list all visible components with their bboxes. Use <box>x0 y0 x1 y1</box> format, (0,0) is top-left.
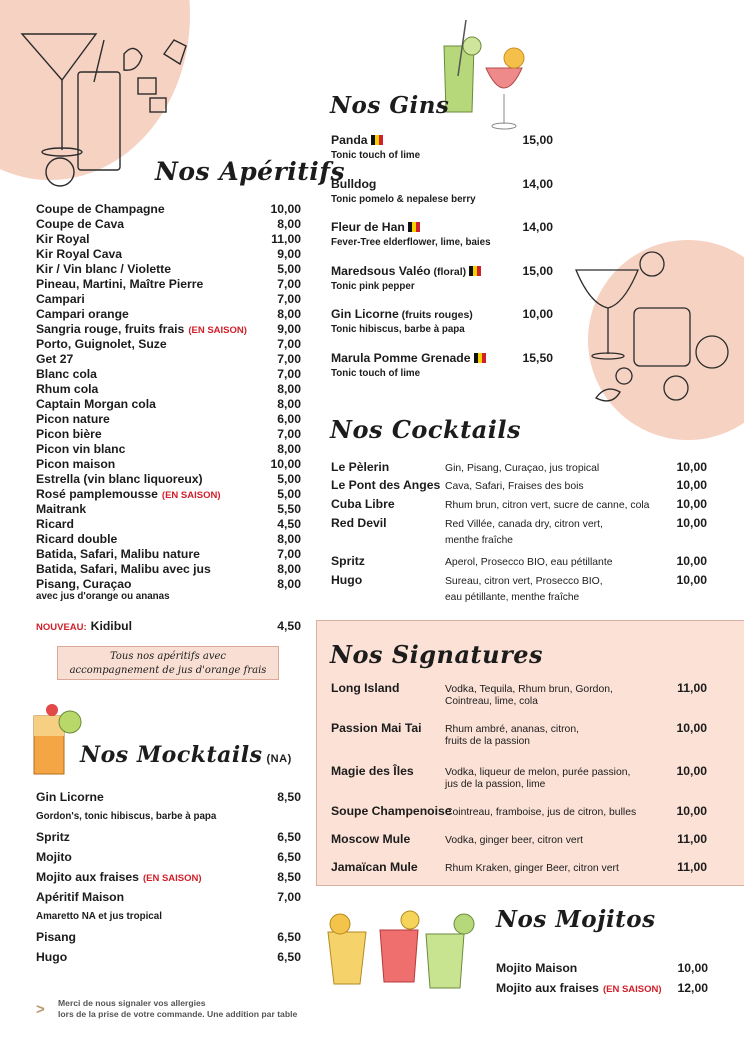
aperitif-name: Ricard double <box>36 532 118 546</box>
gin-name: Maredsous Valéo (floral) <box>331 264 523 278</box>
mocktail-price: 8,50 <box>277 870 301 884</box>
gins-title: Nos Gins <box>330 92 450 119</box>
mocktail-row <box>36 950 301 964</box>
belgium-flag-icon <box>371 135 383 145</box>
aperitif-name: Coupe de Champagne <box>36 202 165 216</box>
mocktail-price: 6,50 <box>277 830 301 844</box>
aperitif-price: 5,00 <box>277 487 301 501</box>
mocktail-row <box>36 870 301 884</box>
cocktail-description-2: eau pétillante, menthe fraîche <box>445 592 580 603</box>
gin-description: Tonic pink pepper <box>331 280 415 292</box>
aperitif-name: Picon bière <box>36 427 102 441</box>
cocktail-row <box>331 554 707 568</box>
signatures-title: Nos Signatures <box>330 640 544 669</box>
gin-price: 15,00 <box>522 263 553 278</box>
gin-price: 10,00 <box>522 307 553 321</box>
aperitif-price: 11,00 <box>271 232 301 246</box>
gin-name: Fleur de Han <box>331 220 523 234</box>
aperitif-price: 10,00 <box>270 457 301 471</box>
aperitif-price: 7,00 <box>277 547 301 561</box>
aperitif-row <box>36 337 301 351</box>
gin-row <box>331 177 553 191</box>
signature-name: Magie des Îles <box>331 764 414 778</box>
aperitif-row <box>36 307 301 321</box>
belgium-flag-icon <box>469 266 481 276</box>
signature-name: Long Island <box>331 681 400 695</box>
cocktail-price: 10,00 <box>676 460 707 474</box>
aperitif-name: Blanc cola <box>36 367 97 381</box>
mocktail-subtext: Gordon's, tonic hibiscus, barbe à papa <box>36 811 217 822</box>
aperitifs-note <box>57 646 279 680</box>
gin-price: 15,50 <box>522 350 553 365</box>
signature-row <box>331 764 707 778</box>
aperitif-row <box>36 487 301 501</box>
aperitif-name: Pisang, Curaçao <box>36 577 132 591</box>
footer-line-2: lors de la prise de votre commande. Une addition par table <box>58 1009 298 1019</box>
mocktail-price: 7,00 <box>277 890 301 904</box>
mocktail-price: 6,50 <box>277 930 301 944</box>
signature-description: Vodka, ginger beer, citron vert <box>445 835 584 846</box>
cocktail-description: Sureau, citron vert, Prosecco BIO, <box>445 576 603 587</box>
aperitif-price: 8,00 <box>277 577 301 591</box>
mojitos-title: Nos Mojitos <box>496 906 656 933</box>
signature-row <box>331 681 707 695</box>
season-badge: (EN SAISON) <box>188 325 247 336</box>
mocktail-row <box>36 790 301 804</box>
mocktail-price: 6,50 <box>277 850 301 864</box>
season-badge: (EN SAISON) <box>161 490 221 501</box>
aperitif-price: 4,50 <box>277 517 301 531</box>
gin-row <box>331 133 553 147</box>
aperitif-name: Maitrank <box>36 502 87 516</box>
aperitif-row <box>36 457 301 471</box>
aperitif-name: Kir Royal <box>36 232 90 246</box>
mocktail-price: 6,50 <box>277 950 301 964</box>
aperitif-row <box>36 277 301 291</box>
cocktail-name: Red Devil <box>331 516 387 530</box>
mocktail-name: Mojito aux fraises (EN SAISON) <box>36 870 202 884</box>
aperitif-name: Porto, Guignolet, Suze <box>36 337 167 351</box>
cocktail-name: Cuba Libre <box>331 497 395 511</box>
gin-name: Marula Pomme Grenade <box>331 351 523 365</box>
season-badge: (EN SAISON) <box>602 984 662 995</box>
aperitif-name: Sangria rouge, fruits frais (EN SAISON) <box>36 322 247 336</box>
footer-line-1: Merci de nous signaler vos allergies <box>58 998 206 1008</box>
aperitif-row <box>36 397 301 411</box>
signature-description: Rhum ambré, ananas, citron, <box>445 724 579 735</box>
aperitif-price: 7,00 <box>277 337 301 351</box>
signature-price: 10,00 <box>676 804 707 818</box>
mocktail-subtext: Amaretto NA et jus tropical <box>36 911 162 922</box>
aperitif-price: 10,00 <box>270 202 301 216</box>
aperitif-row <box>36 517 301 531</box>
aperitif-price: 8,00 <box>277 562 301 576</box>
aperitif-row <box>36 412 301 426</box>
signature-row <box>331 860 707 874</box>
footer-arrow-icon: > <box>36 1001 45 1018</box>
gin-description: Tonic touch of lime <box>331 367 421 379</box>
aperitif-name: Kir / Vin blanc / Violette <box>36 262 172 276</box>
mojito-glasses-illustration <box>318 908 480 1000</box>
aperitif-price: 8,00 <box>277 397 301 411</box>
gin-name: Bulldog <box>331 176 377 191</box>
aperitif-name: Get 27 <box>36 352 74 366</box>
aperitif-price: 5,00 <box>277 472 301 486</box>
signature-description: Cointreau, framboise, jus de citron, bulles <box>445 807 637 818</box>
gin-description: Tonic hibiscus, barbe à papa <box>331 324 465 335</box>
mocktail-glass-illustration <box>24 700 90 780</box>
aperitif-row <box>36 562 301 576</box>
gin-price: 14,00 <box>522 176 553 191</box>
signature-name: Moscow Mule <box>331 832 411 846</box>
mocktail-name: Mojito <box>36 850 72 864</box>
cocktail-price: 10,00 <box>676 554 707 568</box>
mocktail-name: Pisang <box>36 930 76 944</box>
signature-row <box>331 832 707 846</box>
signature-row <box>331 721 707 735</box>
aperitifs-title: Nos Apéritifs <box>155 157 346 186</box>
note-line-1: Tous nos apéritifs avec <box>109 651 227 662</box>
aperitif-row <box>36 502 301 516</box>
aperitif-price: 8,00 <box>277 217 301 231</box>
aperitif-name: Batida, Safari, Malibu avec jus <box>36 562 211 576</box>
mocktail-price: 8,50 <box>277 790 301 804</box>
gin-row <box>331 307 553 321</box>
pisang-subtext: avec jus d'orange ou ananas <box>36 591 170 602</box>
aperitif-name: Picon nature <box>36 412 110 426</box>
cocktail-row <box>331 460 707 474</box>
cocktail-price: 10,00 <box>676 573 707 587</box>
aperitif-row <box>36 202 301 216</box>
gin-row <box>331 264 553 278</box>
mojito-price: 12,00 <box>677 981 708 995</box>
mojito-row <box>496 981 708 995</box>
aperitif-row <box>36 442 301 456</box>
aperitif-name: Ricard <box>36 517 74 531</box>
cocktail-description: Red Villée, canada dry, citron vert, <box>445 519 603 530</box>
aperitif-name: Picon maison <box>36 457 116 471</box>
aperitif-name: Captain Morgan cola <box>36 397 156 411</box>
gin-row <box>331 351 553 365</box>
aperitif-price: 7,00 <box>277 292 301 306</box>
aperitif-row <box>36 367 301 381</box>
mocktail-row <box>36 830 301 844</box>
season-badge: (EN SAISON) <box>142 873 202 884</box>
mocktails-title: Nos Mocktails (NA) <box>80 742 292 768</box>
mojito-row <box>496 961 708 975</box>
cocktail-description: Cava, Safari, Fraises des bois <box>445 481 584 492</box>
nouveau-label: NOUVEAU: <box>36 622 87 633</box>
gin-name-suffix: (floral) <box>430 265 467 278</box>
cocktail-description: Gin, Pisang, Curaçao, jus tropical <box>445 463 600 474</box>
aperitif-row <box>36 382 301 396</box>
aperitif-price: 8,00 <box>277 307 301 321</box>
cocktails-sketch-illustration <box>572 248 737 413</box>
signature-name: Passion Mai Tai <box>331 721 422 735</box>
aperitif-name: Batida, Safari, Malibu nature <box>36 547 200 561</box>
gin-name: Gin Licorne (fruits rouges) <box>331 307 473 321</box>
signature-price: 11,00 <box>677 832 707 846</box>
aperitif-name: Campari <box>36 292 85 306</box>
aperitif-name: Rosé pamplemousse (EN SAISON) <box>36 487 221 501</box>
signature-name: Jamaïcan Mule <box>331 860 418 874</box>
cocktail-description: Aperol, Prosecco BIO, eau pétillante <box>445 557 613 568</box>
note-line-2: accompagnement de jus d'orange frais <box>69 665 267 676</box>
aperitif-name: Kir Royal Cava <box>36 247 123 261</box>
signature-row <box>331 804 707 818</box>
mocktail-row <box>36 890 301 904</box>
gin-glasses-illustration <box>436 16 536 134</box>
aperitif-price: 7,00 <box>277 427 301 441</box>
mojito-name: Mojito aux fraises (EN SAISON) <box>496 981 662 995</box>
cocktail-name: Hugo <box>331 573 363 587</box>
signature-description-2: jus de la passion, lime <box>445 779 546 790</box>
signature-price: 10,00 <box>676 721 707 735</box>
aperitif-row <box>36 217 301 231</box>
gin-price: 15,00 <box>522 133 553 147</box>
aperitif-name: Picon vin blanc <box>36 442 126 456</box>
mojito-price: 10,00 <box>677 961 708 975</box>
aperitif-price: 7,00 <box>277 277 301 291</box>
belgium-flag-icon <box>408 222 420 232</box>
cocktail-row <box>331 516 707 530</box>
aperitif-price: 8,00 <box>277 442 301 456</box>
gin-price: 14,00 <box>522 220 553 234</box>
kidibul-name: NOUVEAU: Kidibul <box>36 619 132 633</box>
signature-description-2: Cointreau, lime, cola <box>445 696 538 707</box>
signature-price: 10,00 <box>676 764 707 778</box>
signature-description: Vodka, liqueur de melon, purée passion, <box>445 767 631 778</box>
cocktail-row <box>331 497 707 511</box>
aperitif-name: Pineau, Martini, Maître Pierre <box>36 277 204 291</box>
mocktails-suffix: (NA) <box>266 753 292 765</box>
aperitif-row <box>36 472 301 486</box>
cocktail-price: 10,00 <box>676 478 707 492</box>
signature-description: Rhum Kraken, ginger Beer, citron vert <box>445 863 619 874</box>
aperitif-row <box>36 232 301 246</box>
aperitif-row <box>36 262 301 276</box>
mocktail-row <box>36 930 301 944</box>
aperitif-name: Campari orange <box>36 307 129 321</box>
cocktail-name: Le Pèlerin <box>331 460 390 474</box>
aperitif-row <box>36 352 301 366</box>
gin-name-suffix: (fruits rouges) <box>398 309 473 321</box>
aperitif-row <box>36 322 301 336</box>
cocktail-name: Le Pont des Anges <box>331 478 441 492</box>
mocktail-name: Spritz <box>36 830 70 844</box>
mojito-name: Mojito Maison <box>496 961 578 975</box>
aperitif-row <box>36 547 301 561</box>
aperitif-row <box>36 577 301 591</box>
cocktail-row <box>331 573 707 587</box>
signature-description: Vodka, Tequila, Rhum brun, Gordon, <box>445 684 613 695</box>
kidibul-row <box>36 619 301 633</box>
cocktail-price: 10,00 <box>676 497 707 511</box>
aperitif-row <box>36 532 301 546</box>
cocktail-description: Rhum brun, citron vert, sucre de canne, cola <box>445 500 650 511</box>
aperitif-name: Coupe de Cava <box>36 217 125 231</box>
cocktail-description-2: menthe fraîche <box>445 535 513 546</box>
mocktail-name: Gin Licorne <box>36 790 104 804</box>
aperitif-row <box>36 292 301 306</box>
aperitif-price: 5,50 <box>277 502 301 516</box>
aperitif-name: Estrella (vin blanc liquoreux) <box>36 472 203 486</box>
aperitif-price: 7,00 <box>277 367 301 381</box>
aperitif-price: 8,00 <box>277 382 301 396</box>
aperitif-price: 9,00 <box>277 322 301 336</box>
aperitif-row <box>36 427 301 441</box>
aperitif-price: 5,00 <box>277 262 301 276</box>
aperitif-name: Rhum cola <box>36 382 99 396</box>
cocktail-name: Spritz <box>331 554 365 568</box>
aperitif-price: 6,00 <box>277 412 301 426</box>
signature-price: 11,00 <box>677 860 707 874</box>
mocktail-row <box>36 850 301 864</box>
kidibul-price: 4,50 <box>277 619 301 633</box>
belgium-flag-icon <box>474 353 486 363</box>
aperitif-row <box>36 247 301 261</box>
signature-price: 11,00 <box>677 681 707 695</box>
cocktail-row <box>331 478 707 492</box>
cocktails-title: Nos Cocktails <box>330 415 522 444</box>
signature-description-2: fruits de la passion <box>445 736 530 747</box>
mocktail-name: Hugo <box>36 950 68 964</box>
aperitif-price: 8,00 <box>277 532 301 546</box>
mocktail-name: Apéritif Maison <box>36 890 125 904</box>
aperitif-price: 9,00 <box>277 247 301 261</box>
aperitif-price: 7,00 <box>277 352 301 366</box>
cocktail-price: 10,00 <box>676 516 707 530</box>
gin-description: Fever-Tree elderflower, lime, baies <box>331 237 491 248</box>
gin-row <box>331 220 553 234</box>
gin-name: Panda <box>331 133 523 147</box>
gin-description: Tonic pomelo & nepalese berry <box>331 193 476 205</box>
signature-name: Soupe Champenoise <box>331 804 452 818</box>
gin-description: Tonic touch of lime <box>331 150 421 161</box>
